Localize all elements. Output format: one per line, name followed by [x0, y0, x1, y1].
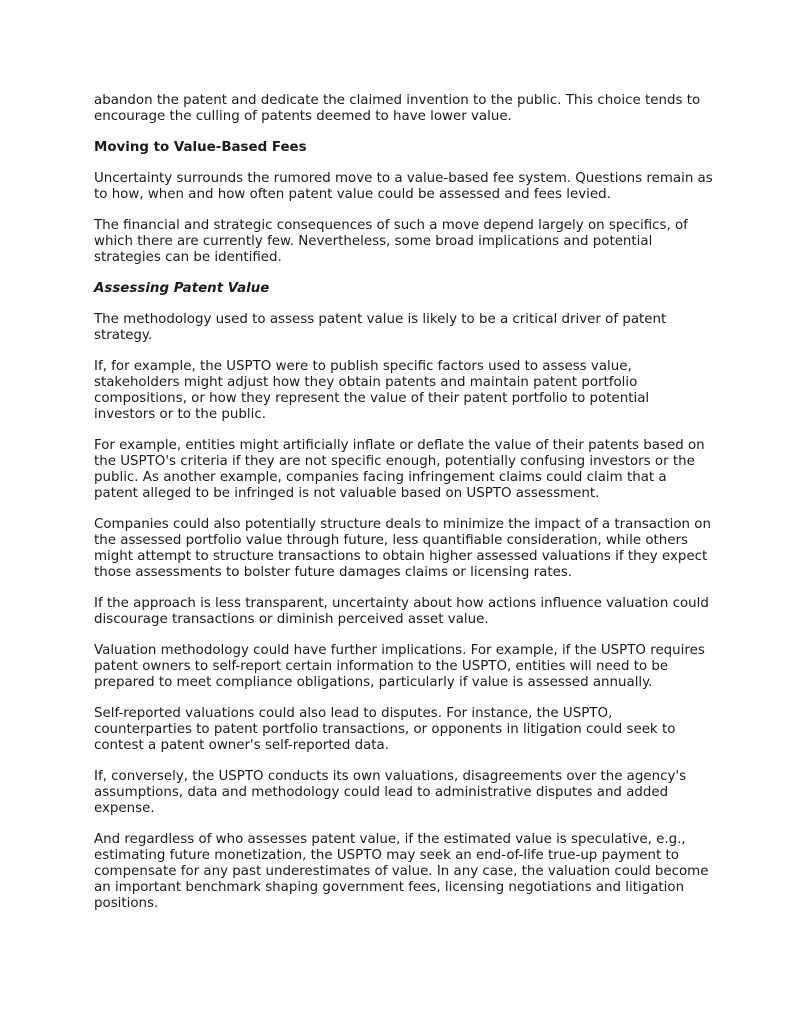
subsection-paragraph: And regardless of who assesses patent value, if the estimated value is speculative, e.g., estimating future monetization, the USPTO may seek an end-of-life true-up payment to compensate for any past underestimates of value. In any case, the valuation could become an important benchmark shaping government fees, licensing negotiations and litigation positions.	[94, 832, 709, 911]
subsection-paragraph: If the approach is less transparent, uncertainty about how actions influence valuation could discourage transactions or diminish perceived asset value.	[94, 596, 709, 627]
section-paragraph: The financial and strategic consequences of such a move depend largely on specifics, of which there are currently few. Nevertheless, some broad implications and potential strategies can be identified.	[94, 218, 688, 265]
subsection-paragraph: The methodology used to assess patent value is likely to be a critical driver of patent strategy.	[94, 312, 667, 343]
subsection-paragraph: Self-reported valuations could also lead to disputes. For instance, the USPTO, counterparties to patent portfolio transactions, or opponents in litigation could seek to contest a patent owner's self-reported data.	[94, 706, 676, 753]
intro-paragraph: abandon the patent and dedicate the claimed invention to the public. This choice tends to encourage the culling of patents deemed to have lower value.	[94, 93, 701, 124]
subsection-heading: Assessing Patent Value	[94, 281, 270, 296]
subsection-paragraph: For example, entities might artificially inflate or deflate the value of their patents based on the USPTO's criteria if they are not specific enough, potentially confusing investors or the public. As another example, companies facing infringement claims could claim that a patent alleged to be infringed is not valuable based on USPTO assessment.	[94, 438, 705, 501]
subsection-paragraph: Valuation methodology could have further implications. For example, if the USPTO requires patent owners to self-report certain information to the USPTO, entities will need to be prepared to meet compliance obligations, particularly if value is assessed annually.	[94, 643, 705, 690]
subsection-paragraph: If, for example, the USPTO were to publish specific factors used to assess value, stakeholders might adjust how they obtain patents and maintain patent portfolio compositions, or how they represent the value of their patent portfolio to potential investors or to the public.	[94, 359, 650, 422]
subsection-paragraph: Companies could also potentially structure deals to minimize the impact of a transaction on the assessed portfolio value through future, less quantifiable consideration, while others might attempt to structure transactions to obtain higher assessed valuations if they expect those assessments to bolster future damages claims or licensing rates.	[94, 517, 711, 580]
document-page	[94, 93, 714, 927]
section-paragraph: Uncertainty surrounds the rumored move to a value-based fee system. Questions remain as to how, when and how often patent value could be assessed and fees levied.	[94, 171, 713, 202]
section-heading: Moving to Value-Based Fees	[94, 140, 307, 155]
subsection-paragraph: If, conversely, the USPTO conducts its own valuations, disagreements over the agency's assumptions, data and methodology could lead to administrative disputes and added expense.	[94, 769, 687, 816]
